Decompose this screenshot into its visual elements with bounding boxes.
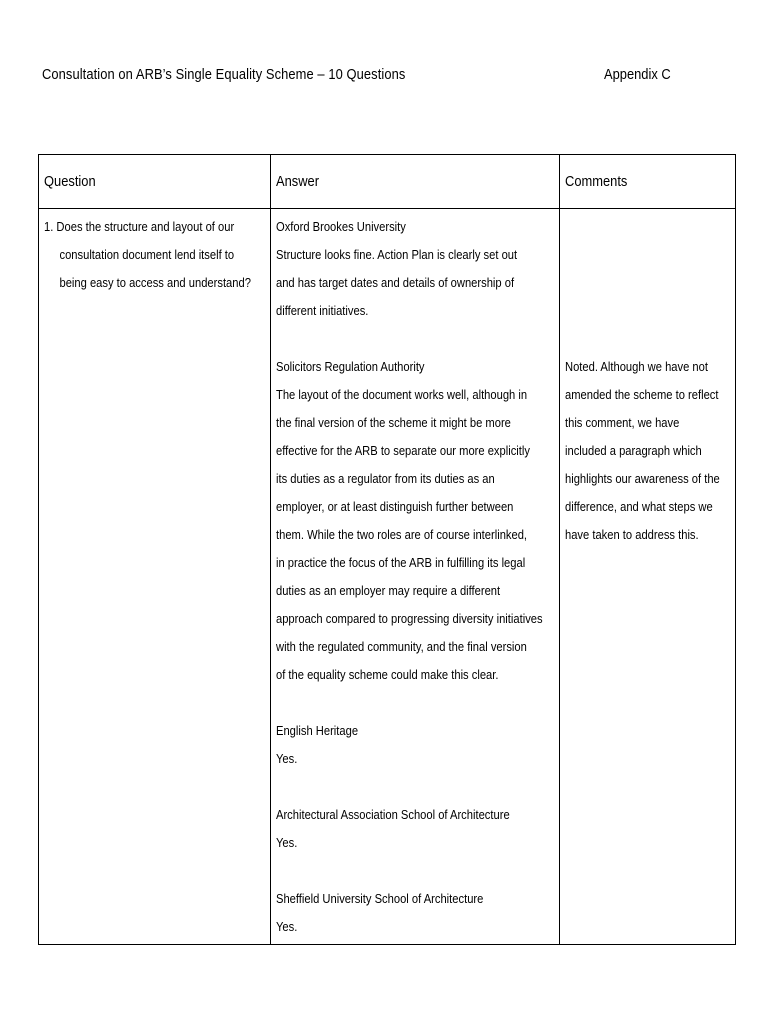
comment-line: this comment, we have	[564, 415, 680, 430]
consultation-table	[38, 154, 736, 945]
response-line: of the equality scheme could make this clear.	[276, 667, 499, 682]
comment-line: have taken to address this.	[564, 527, 699, 542]
response-org: Sheffield University School of Architecture	[276, 891, 484, 906]
response-line: Structure looks fine. Action Plan is clearly set out	[276, 247, 518, 262]
response-line: the final version of the scheme it might be more	[276, 415, 512, 430]
response-line: in practice the focus of the ARB in fulfilling its legal	[276, 555, 526, 570]
answer-cell	[271, 209, 559, 945]
response-sra	[276, 353, 556, 689]
response-line: its duties as a regulator from its duties as an	[276, 471, 496, 486]
header-comments: Comments	[559, 155, 735, 209]
comment-line: included a paragraph which	[564, 443, 702, 458]
response-architectural-association	[276, 801, 556, 857]
response-line: with the regulated community, and the final version	[276, 639, 528, 654]
response-line: them. While the two roles are of course interlinked,	[276, 527, 528, 542]
response-line: employer, or at least distinguish further between	[276, 499, 514, 514]
response-line: approach compared to progressing diversity initiatives	[276, 611, 543, 626]
response-sheffield	[276, 885, 556, 941]
document-title: Consultation on ARB’s Single Equality Scheme – 10 Questions	[42, 66, 406, 83]
response-line: Yes.	[276, 919, 298, 934]
comments-cell	[559, 209, 735, 945]
comment-line: difference, and what steps we	[564, 499, 713, 514]
question-cell	[39, 209, 271, 945]
response-org: English Heritage	[276, 723, 359, 738]
comment-line: highlights our awareness of the	[564, 471, 720, 486]
response-line: The layout of the document works well, although in	[276, 387, 528, 402]
response-line: duties as an employer may require a different	[276, 583, 501, 598]
table-row	[39, 209, 736, 945]
question-line: consultation document lend itself to	[59, 247, 235, 262]
header-question: Question	[39, 155, 271, 209]
comment-line: amended the scheme to reflect	[564, 387, 719, 402]
table-header-row	[39, 155, 736, 209]
header-answer: Answer	[271, 155, 559, 209]
response-org: Solicitors Regulation Authority	[276, 359, 425, 374]
response-oxford-brookes	[276, 213, 556, 325]
response-org: Architectural Association School of Architecture	[276, 807, 510, 822]
response-english-heritage	[276, 717, 556, 773]
response-org: Oxford Brookes University	[276, 219, 407, 234]
response-line: Yes.	[276, 835, 298, 850]
appendix-label: Appendix C	[604, 66, 671, 83]
response-line: and has target dates and details of ownership of	[276, 275, 515, 290]
response-line: different initiatives.	[276, 303, 369, 318]
question-line: being easy to access and understand?	[59, 275, 251, 290]
question-line: 1. Does the structure and layout of our	[44, 219, 235, 234]
comment-line: Noted. Although we have not	[564, 359, 708, 374]
response-line: Yes.	[276, 751, 298, 766]
response-line: effective for the ARB to separate our more explicitly	[276, 443, 531, 458]
